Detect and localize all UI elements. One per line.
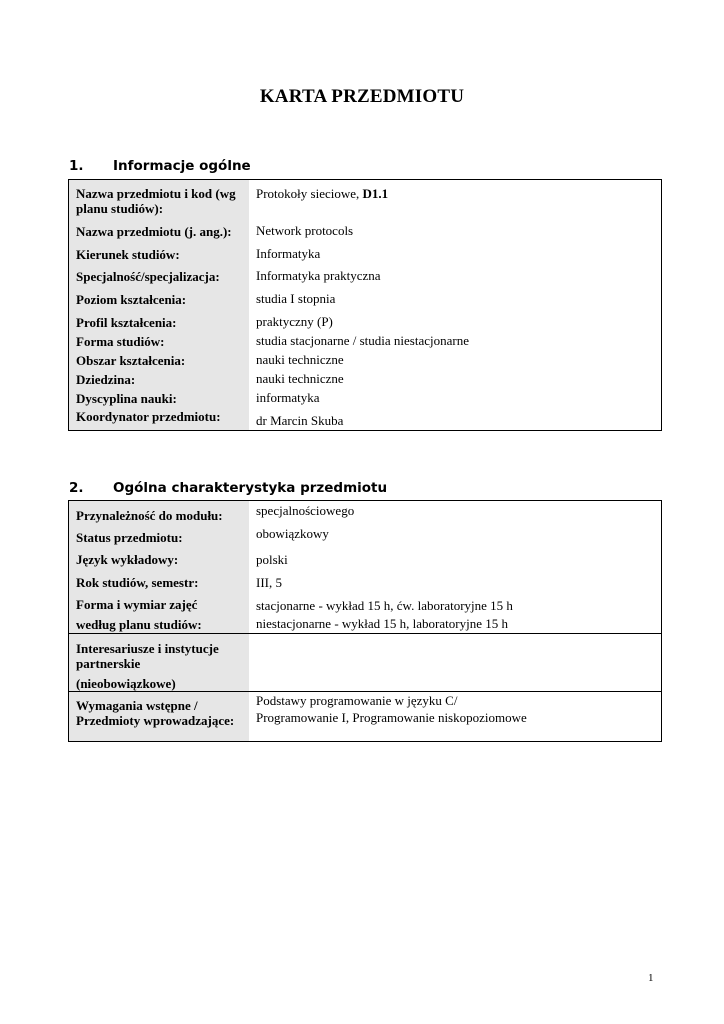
course-name-value [256,186,388,201]
study-form-value: studia stacjonarne / studia niestacjonarne [256,333,469,348]
general-info-table [68,179,662,431]
course-code: D1.1 [362,186,389,201]
education-area-value: nauki techniczne [256,352,344,367]
prerequisites-label-cont: Przedmioty wprowadzające: [76,713,235,728]
course-name-en-label: Nazwa przedmiotu (j. ang.): [76,224,232,239]
discipline-value: informatyka [256,390,320,405]
prerequisites-label: Wymagania wstępne / [76,698,198,713]
course-status-label: Status przedmiotu: [76,530,183,545]
education-profile-value: praktyczny (P) [256,314,333,329]
class-form-stationary: stacjonarne - wykład 15 h, ćw. laboratoryjne 15 h [256,598,513,613]
characteristics-table [68,500,662,742]
language-value: polski [256,552,288,567]
module-value: specjalnościowego [256,503,355,518]
coordinator-label: Koordynator przedmiotu: [76,409,221,424]
course-name-label: Nazwa przedmiotu i kod (wg [76,186,236,201]
course-name-text: Protokoły sieciowe, [256,186,363,201]
page-title: KARTA PRZEDMIOTU [259,86,465,107]
field-of-study-label: Kierunek studiów: [76,247,180,262]
section-2-heading [69,480,387,496]
coordinator-value: dr Marcin Skuba [256,413,344,428]
class-form-label-cont: według planu studiów: [76,617,202,632]
field-of-study-value: Informatyka [256,246,321,261]
year-semester-label: Rok studiów, semestr: [76,575,199,590]
domain-label: Dziedzina: [76,372,136,387]
education-area-label: Obszar kształcenia: [76,353,186,368]
prerequisites-value: Podstawy programowanie w języku C/ [256,693,458,708]
course-name-en-value: Network protocols [256,223,354,238]
partners-label-cont: partnerskie [76,656,141,671]
specialization-label: Specjalność/specjalizacja: [76,269,220,284]
education-level-value: studia I stopnia [256,291,336,306]
section-1-heading [69,158,251,174]
class-form-label: Forma i wymiar zajęć [76,597,198,612]
language-label: Język wykładowy: [76,552,179,567]
course-status-value: obowiązkowy [256,526,329,541]
prerequisites-value-cont: Programowanie I, Programowanie niskopoziomowe [256,710,527,725]
section-2-number: 2. [69,480,84,496]
partners-label: Interesariusze i instytucje [76,641,219,656]
discipline-label: Dyscyplina nauki: [76,391,177,406]
section-1-number: 1. [69,158,84,174]
partners-label-optional: (nieobowiązkowe) [76,676,176,691]
page-number: 1 [648,972,654,984]
module-label: Przynależność do modułu: [76,508,223,523]
section-2-title: Ogólna charakterystyka przedmiotu [113,480,388,496]
education-level-label: Poziom kształcenia: [76,292,187,307]
class-form-part-time: niestacjonarne - wykład 15 h, laboratoryjne 15 h [256,616,508,631]
course-name-label-cont: planu studiów): [76,201,164,216]
row-divider [68,633,662,634]
education-profile-label: Profil kształcenia: [76,315,177,330]
study-form-label: Forma studiów: [76,334,165,349]
domain-value: nauki techniczne [256,371,344,386]
row-divider [68,691,662,692]
specialization-value: Informatyka praktyczna [256,268,381,283]
year-semester-value: III, 5 [256,575,282,590]
section-1-title: Informacje ogólne [113,158,251,174]
